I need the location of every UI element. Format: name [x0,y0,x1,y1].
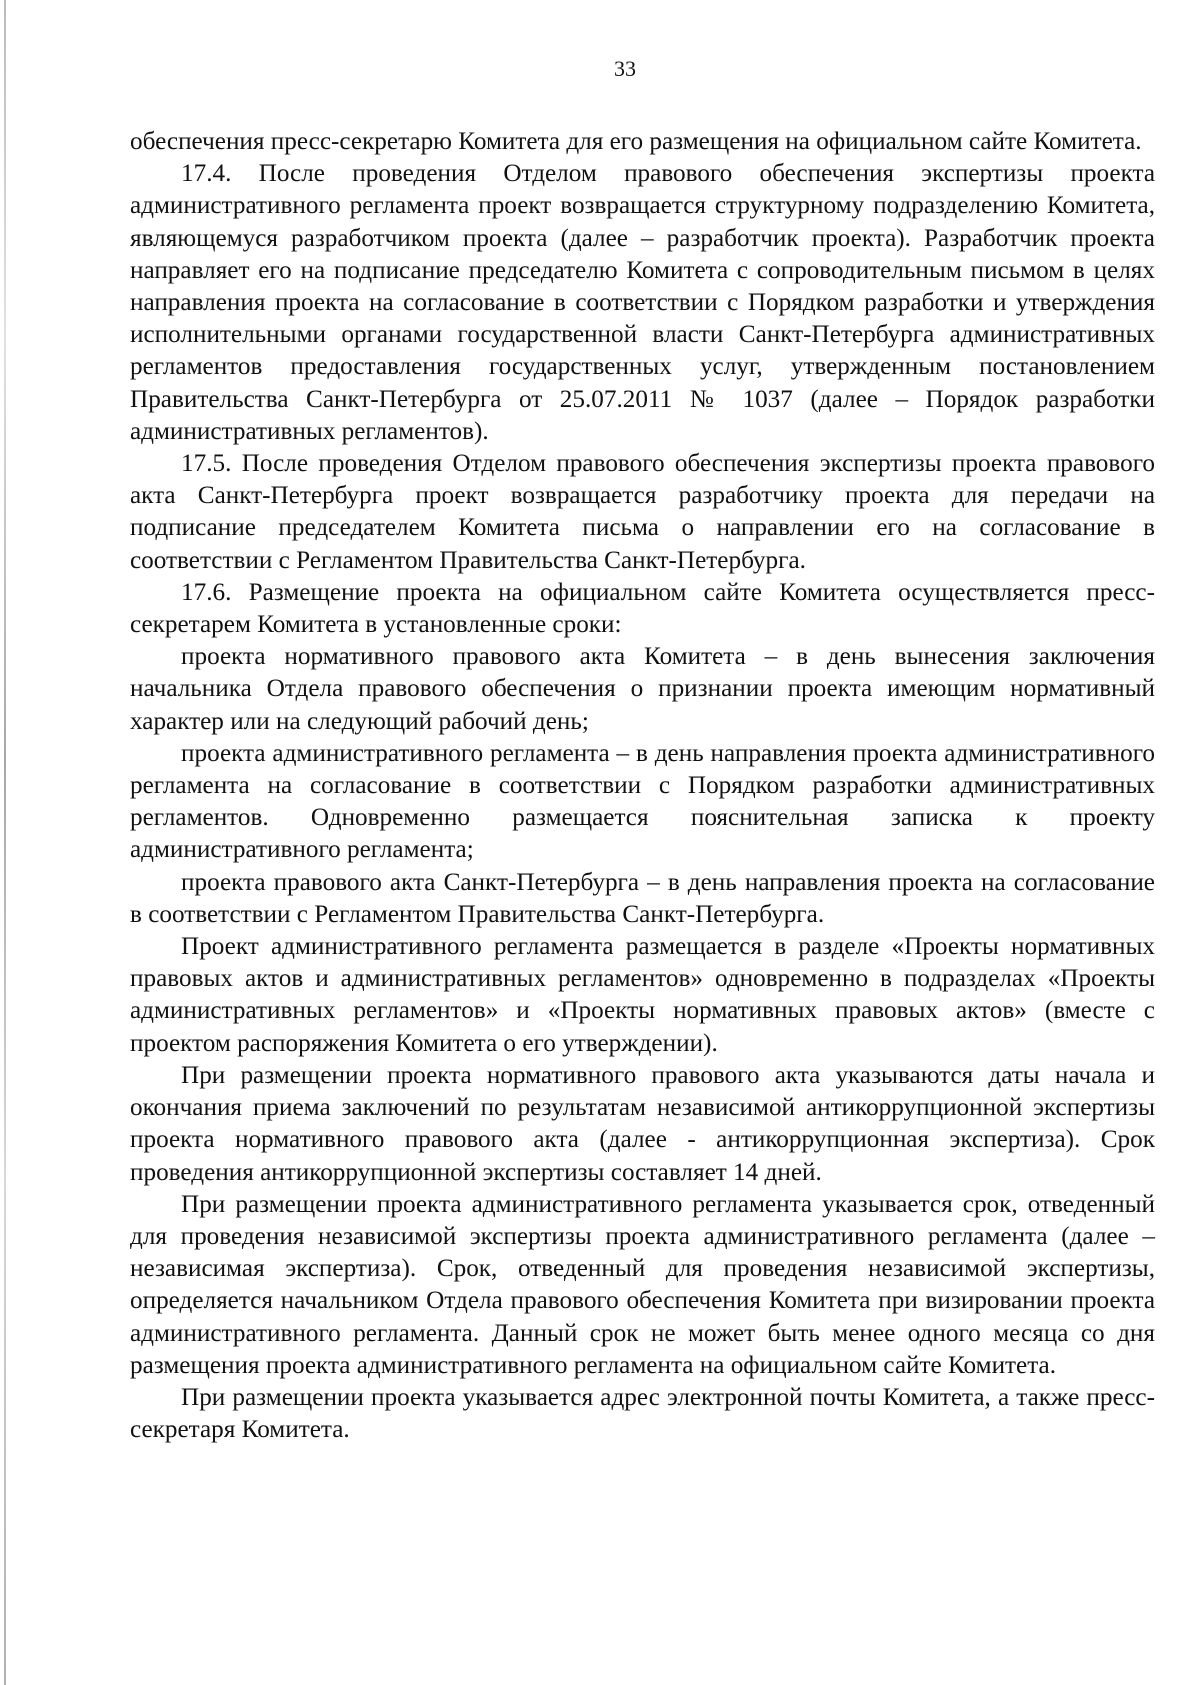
paragraph-legal-act-term: проекта правового акта Санкт-Петербурга – в день направления проекта на согласование в соответствии с Регламентом Правительства Санкт-Петербурга. [130,868,1155,928]
document-body [130,126,1155,1446]
paragraph-17-5: 17.5. После проведения Отделом правового обеспечения экспертизы проекта правового акта Санкт-Петербурга проект возвращается разработчику проекта для передачи на подписание председателем Комитета письма о направлении его на согласование в соответствии с Регламентом Правительства Санкт-Петербурга. [130,450,1155,574]
paragraph-17-6: 17.6. Размещение проекта на официальном сайте Комитета осуществляется пресс-секретарем Комитета в установленные сроки: [130,578,1155,639]
paragraph-17-4: 17.4. После проведения Отделом правового обеспечения экспертизы проекта административного регламента проект возвращается структурному подразделению Комитета, являющемуся разработчиком проекта (далее – разработчик проекта). Разработчик проекта направляет его на подписание председателю Комитета с сопроводительным письмом в целях направления проекта на согласование в соответствии с Порядком разработки и утверждения исполнительными органами государственной власти Санкт-Петербурга административных регламентов предоставления государственных услуг, утвержденным постановлением Правительства Санкт-Петербурга от 25.07.2011 № 1037 (далее – Порядок разработки административных регламентов). [130,160,1155,445]
paragraph-independent-expertise: При размещении проекта административного регламента указывается срок, отведенный для проведения независимой экспертизы проекта административного регламента (далее – независимая экспертиза). Срок, отведенный для проведения независимой экспертизы, определяется начальником Отдела правового обеспечения Комитета при визировании проекта административного регламента. Данный срок не может быть менее одного месяца со дня размещения проекта административного регламента на официальном сайте Комитета. [130,1190,1155,1379]
page-number: 33 [614,56,636,81]
paragraph-continuation: обеспечения пресс-секретарю Комитета для его размещения на официальном сайте Комитета. [130,128,1142,155]
paragraph-normative-act-term: проекта нормативного правового акта Комитета – в день вынесения заключения начальника Отдела правового обеспечения о признании проекта имеющим нормативный характер или на следующий рабочий день; [130,643,1155,735]
paragraph-anticorruption-expertise: При размещении проекта нормативного правового акта указываются даты начала и окончания приема заключений по результатам независимой антикоррупционной экспертизы проекта нормативного правового акта (далее - антикоррупционная экспертиза). Срок проведения антикоррупционной экспертизы составляет 14 дней. [130,1061,1155,1186]
paragraph-placement-section: Проект административного регламента размещается в разделе «Проекты нормативных правовых актов и административных регламентов» одновременно в подразделах «Проекты административных регламентов» и «Проекты нормативных правовых актов» (вместе с проектом распоряжения Комитета о его утверждении). [130,933,1155,1057]
paragraph-email-address: При размещении проекта указывается адрес электронной почты Комитета, а также пресс-секретаря Комитета. [130,1383,1155,1444]
scan-edge-shadow [4,0,6,1685]
paragraph-admin-regulation-term: проекта административного регламента – в день направления проекта административного регламента на согласование в соответствии с Порядком разработки административных регламентов. Одновременно размещается пояснительная записка к проекту административного регламента; [130,739,1155,864]
